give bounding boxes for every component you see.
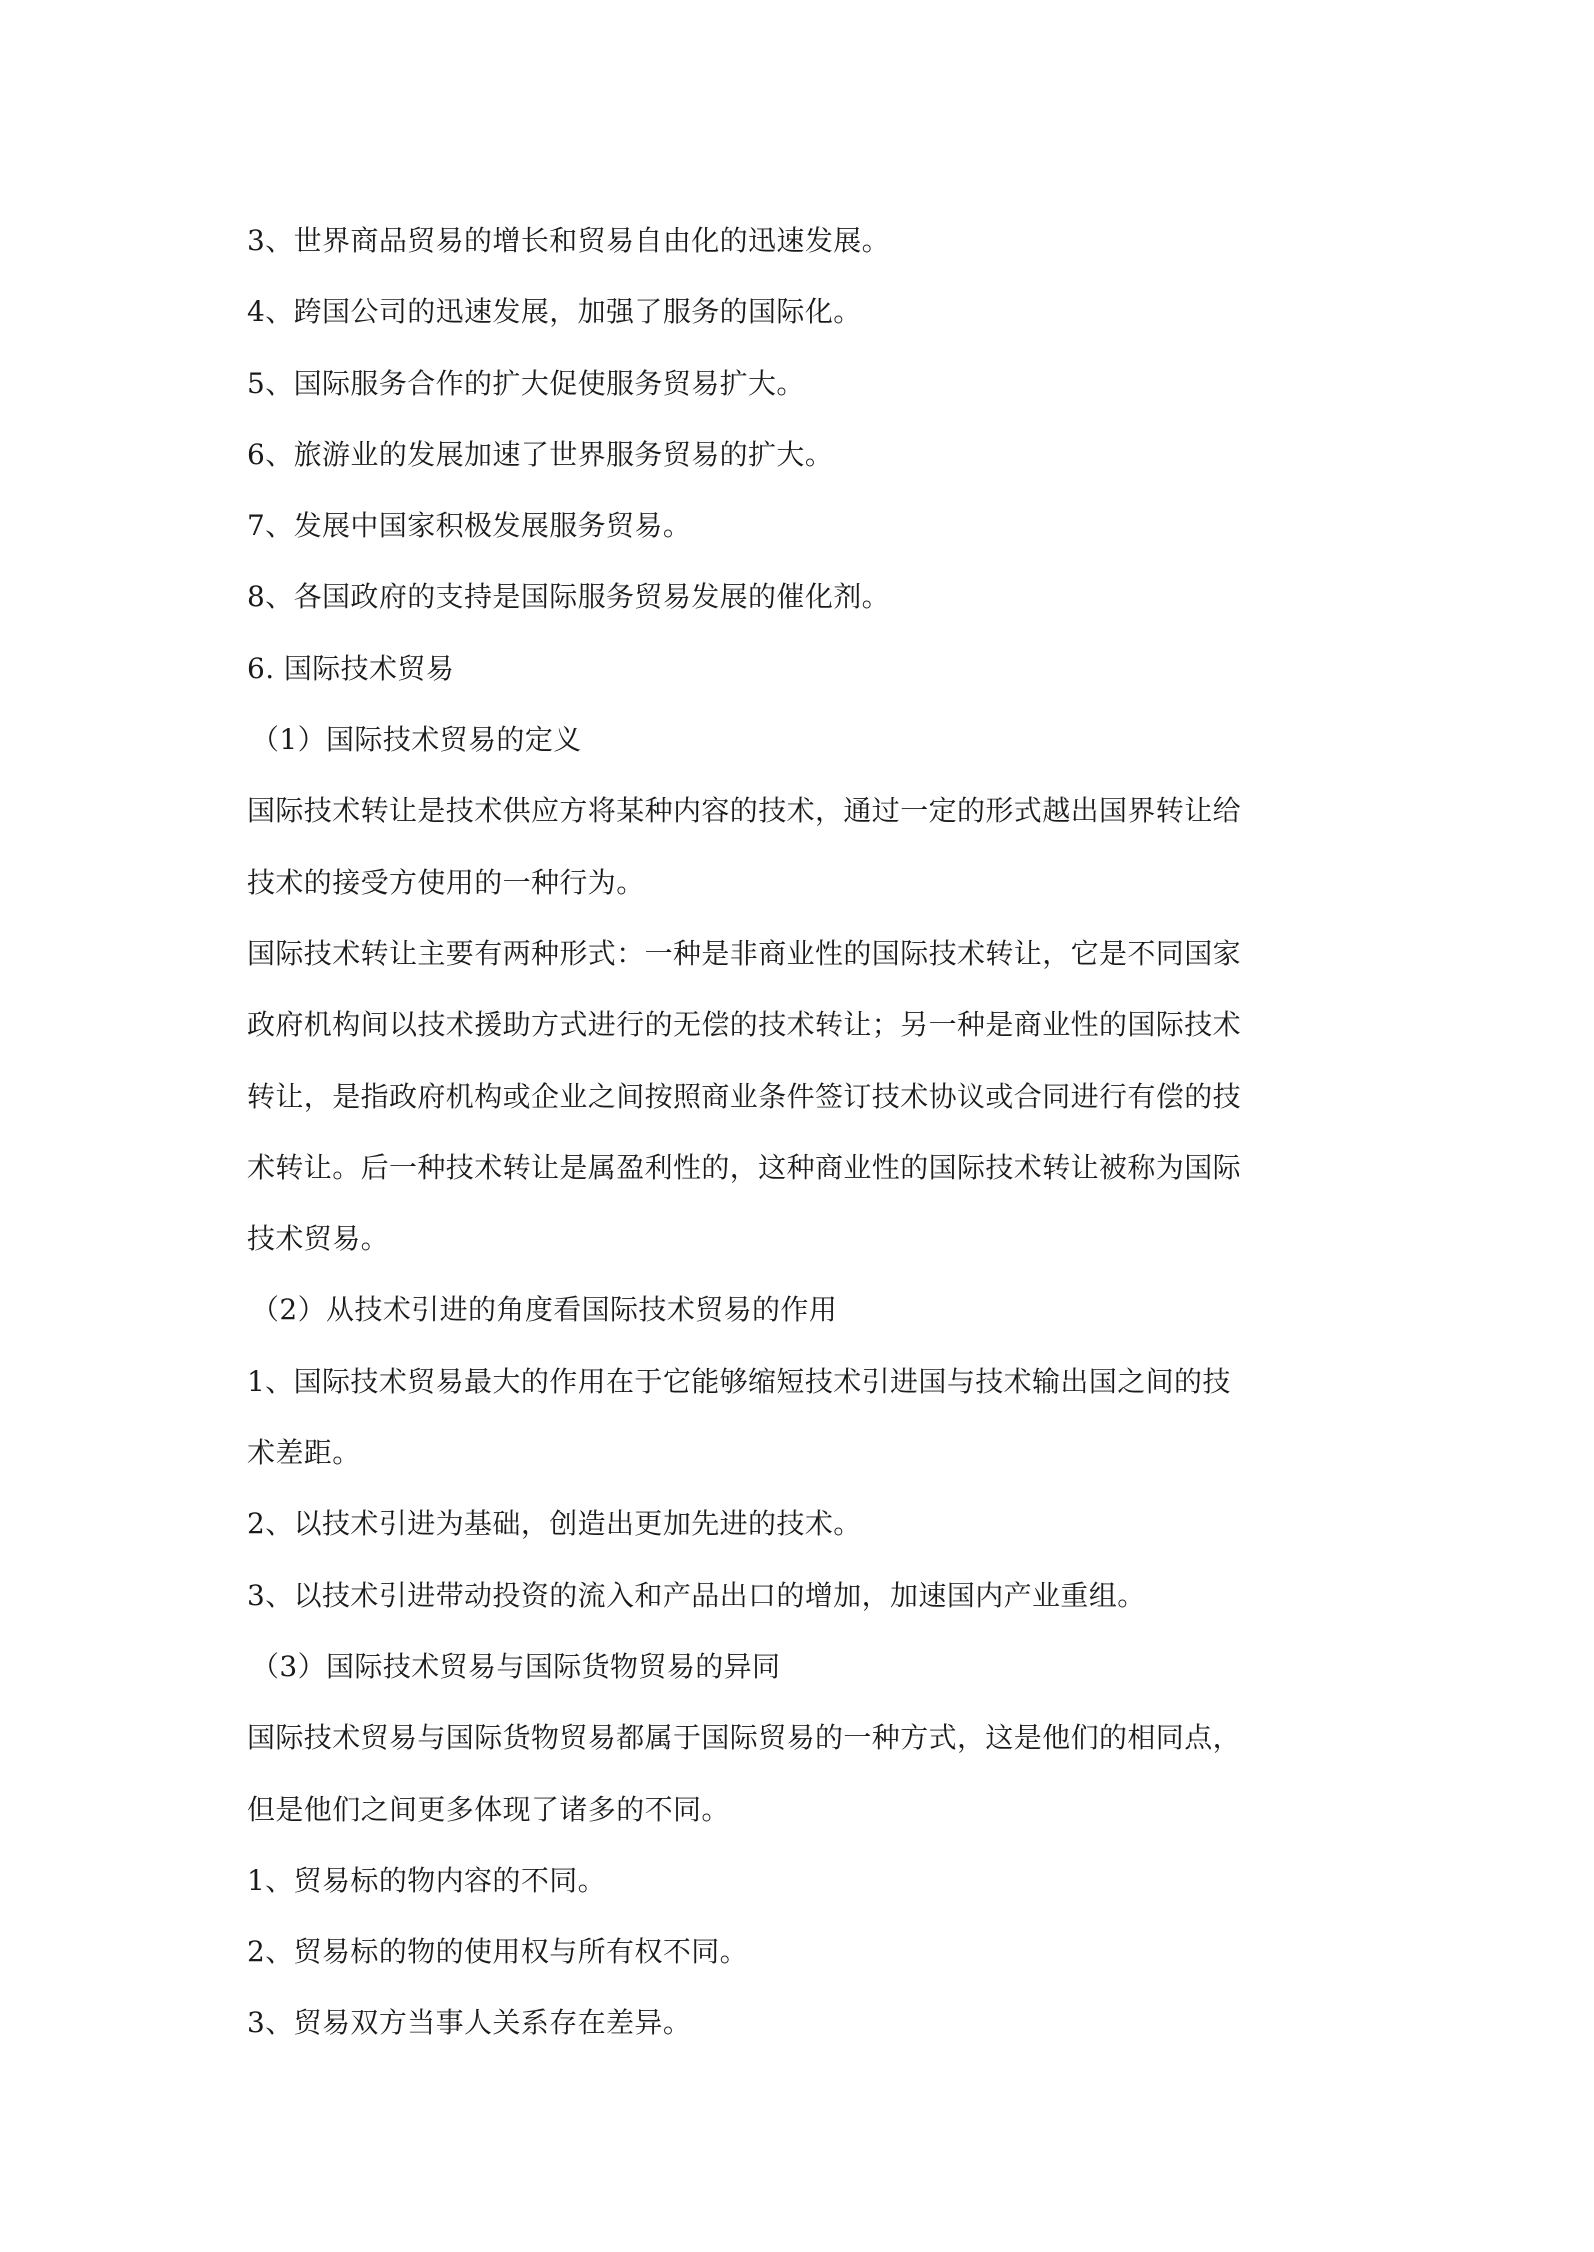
list-item: 1、国际技术贸易最大的作用在于它能够缩短技术引进国与技术输出国之间的技 [247,1364,1231,1398]
list-item: 2、贸易标的物的使用权与所有权不同。 [247,1935,749,1969]
document-body [247,205,1352,2059]
paragraph-line: 技术贸易。 [247,1222,390,1256]
list-item: 8、各国政府的支持是国际服务贸易发展的催化剂。 [247,580,891,614]
list-item: 2、以技术引进为基础，创造出更加先进的技术。 [247,1507,862,1541]
list-item: 4、跨国公司的迅速发展，加强了服务的国际化。 [247,295,862,329]
section-heading: 6. 国际技术贸易 [247,651,455,685]
paragraph-line: 转让，是指政府机构或企业之间按照商业条件签订技术协议或合同进行有偿的技 [247,1079,1242,1113]
paragraph-line: 政府机构间以技术援助方式进行的无偿的技术转让；另一种是商业性的国际技术 [247,1008,1242,1042]
paragraph-line: 术转让。后一种技术转让是属盈利性的，这种商业性的国际技术转让被称为国际 [247,1150,1242,1184]
list-item: 6、旅游业的发展加速了世界服务贸易的扩大。 [247,437,834,471]
list-item: 3、贸易双方当事人关系存在差异。 [247,2006,692,2040]
paragraph-line: 技术的接受方使用的一种行为。 [247,865,645,899]
subsection-heading: （1）国际技术贸易的定义 [251,723,582,757]
list-item: 3、世界商品贸易的增长和贸易自由化的迅速发展。 [247,224,891,257]
list-item: 5、国际服务合作的扩大促使服务贸易扩大。 [247,366,805,400]
paragraph-line: 国际技术转让是技术供应方将某种内容的技术，通过一定的形式越出国界转让给 [247,794,1242,828]
subsection-heading: （2）从技术引进的角度看国际技术贸易的作用 [251,1293,838,1327]
paragraph-line: 但是他们之间更多体现了诸多的不同。 [247,1792,730,1826]
list-item: 7、发展中国家积极发展服务贸易。 [247,509,692,543]
subsection-heading: （3）国际技术贸易与国际货物贸易的异同 [251,1649,781,1683]
list-item: 1、贸易标的物内容的不同。 [247,1863,607,1897]
list-item: 3、以技术引进带动投资的流入和产品出口的增加，加速国内产业重组。 [247,1578,1146,1612]
paragraph-line: 国际技术贸易与国际货物贸易都属于国际贸易的一种方式，这是他们的相同点， [247,1721,1242,1755]
paragraph-line: 国际技术转让主要有两种形式：一种是非商业性的国际技术转让，它是不同国家 [247,936,1242,970]
list-item-continuation: 术差距。 [247,1436,361,1470]
